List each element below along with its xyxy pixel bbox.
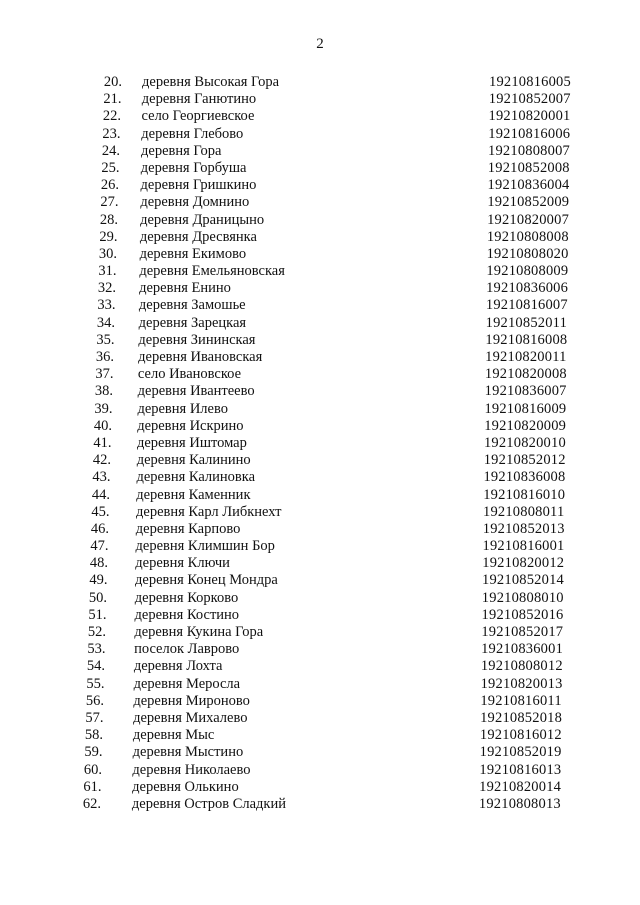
- settlement-code: 19210816001: [482, 538, 565, 555]
- settlement-name: деревня Калиновка: [136, 469, 256, 486]
- list-item: [0, 796, 640, 813]
- settlement-name: деревня Гришкино: [140, 177, 257, 194]
- settlement-code: 19210820007: [487, 211, 570, 228]
- list-item: [0, 246, 640, 263]
- settlement-name: деревня Николаево: [132, 761, 251, 778]
- settlement-list: [0, 74, 640, 813]
- item-number: 60.: [83, 761, 102, 778]
- settlement-name: деревня Илево: [137, 400, 228, 417]
- list-item: [0, 160, 640, 177]
- settlement-code: 19210836001: [481, 641, 564, 658]
- item-number: 25.: [101, 159, 120, 176]
- settlement-name: деревня Дресвянка: [139, 228, 257, 245]
- item-number: 38.: [94, 383, 113, 400]
- settlement-name: деревня Екимово: [139, 245, 247, 262]
- settlement-name: деревня Корково: [134, 589, 239, 606]
- list-item: [0, 126, 640, 143]
- list-item: [0, 779, 640, 796]
- list-item: [0, 366, 640, 383]
- item-number: 62.: [82, 795, 101, 812]
- list-item: [0, 727, 640, 744]
- settlement-name: деревня Глебово: [141, 125, 244, 142]
- settlement-name: деревня Михалево: [133, 709, 248, 726]
- item-number: 22.: [102, 108, 121, 125]
- list-item: [0, 349, 640, 366]
- settlement-code: 19210852012: [483, 452, 566, 469]
- item-number: 53.: [87, 641, 106, 658]
- item-number: 40.: [93, 417, 112, 434]
- settlement-name: деревня Ивантеево: [137, 383, 255, 400]
- settlement-name: деревня Искрино: [137, 417, 244, 434]
- settlement-code: 19210816009: [484, 400, 567, 417]
- item-number: 45.: [91, 503, 110, 520]
- settlement-code: 19210852017: [481, 624, 564, 640]
- settlement-name: деревня Гора: [141, 142, 222, 159]
- list-item: [0, 332, 640, 349]
- list-item: [0, 435, 640, 452]
- list-item: [0, 658, 640, 675]
- list-item: [0, 572, 640, 589]
- settlement-code: 19210852009: [487, 194, 570, 211]
- list-item: [0, 108, 640, 125]
- settlement-code: 19210852014: [482, 572, 564, 589]
- settlement-code: 19210852011: [485, 314, 568, 331]
- settlement-name: поселок Лаврово: [134, 641, 240, 658]
- item-number: 43.: [92, 469, 111, 486]
- settlement-name: деревня Емельяновская: [139, 263, 285, 280]
- settlement-code: 19210808008: [486, 228, 569, 245]
- list-item: [0, 469, 640, 486]
- settlement-code: 19210852013: [482, 520, 565, 537]
- item-number: 37.: [95, 366, 114, 383]
- item-number: 55.: [86, 675, 105, 692]
- list-item: [0, 624, 640, 641]
- settlement-code: 19210852007: [488, 91, 571, 108]
- list-item: [0, 452, 640, 469]
- settlement-code: 19210820014: [479, 778, 562, 795]
- settlement-name: деревня Мыс: [132, 727, 215, 744]
- settlement-name: деревня Мыстино: [132, 744, 244, 761]
- settlement-name: деревня Ганютино: [141, 91, 257, 108]
- settlement-code: 19210836006: [486, 280, 569, 297]
- list-item: [0, 487, 640, 504]
- settlement-code: 19210808011: [483, 503, 565, 520]
- settlement-name: деревня Зарецкая: [138, 314, 247, 331]
- item-number: 49.: [89, 572, 108, 589]
- settlement-code: 19210820008: [484, 366, 567, 383]
- list-item: [0, 280, 640, 297]
- list-item: [0, 177, 640, 194]
- settlement-name: деревня Драницыно: [140, 211, 265, 228]
- list-item: [0, 710, 640, 727]
- item-number: 29.: [99, 228, 118, 245]
- list-item: [0, 762, 640, 779]
- list-item: [0, 401, 640, 418]
- settlement-code: 19210808007: [488, 142, 570, 159]
- item-number: 51.: [88, 606, 107, 623]
- list-item: [0, 676, 640, 693]
- settlement-code: 19210836004: [487, 177, 570, 194]
- settlement-code: 19210836008: [483, 469, 566, 486]
- settlement-code: 19210808013: [478, 795, 561, 812]
- list-item: [0, 555, 640, 572]
- item-number: 57.: [85, 709, 104, 726]
- settlement-name: деревня Лохта: [133, 658, 223, 675]
- list-item: [0, 590, 640, 607]
- settlement-code: 19210852016: [481, 606, 564, 623]
- settlement-code: 19210816008: [485, 331, 568, 348]
- settlement-code: 19210816011: [480, 692, 562, 709]
- settlement-code: 19210816007: [485, 297, 568, 314]
- item-number: 20.: [103, 74, 122, 90]
- item-number: 41.: [93, 434, 112, 451]
- item-number: 36.: [95, 349, 114, 365]
- list-item: [0, 538, 640, 555]
- settlement-code: 19210820011: [485, 349, 567, 365]
- settlement-name: село Георгиевское: [141, 108, 255, 125]
- list-item: [0, 297, 640, 314]
- settlement-name: деревня Кукина Гора: [134, 624, 264, 640]
- item-number: 32.: [97, 280, 116, 297]
- settlement-name: деревня Олькино: [132, 778, 239, 795]
- item-number: 46.: [90, 520, 109, 537]
- item-number: 26.: [100, 177, 119, 194]
- item-number: 42.: [92, 452, 111, 469]
- item-number: 39.: [94, 400, 113, 417]
- item-number: 31.: [98, 263, 117, 280]
- settlement-code: 19210820009: [484, 417, 567, 434]
- settlement-code: 19210820001: [488, 108, 571, 125]
- settlement-name: деревня Горбуша: [140, 159, 247, 176]
- settlement-name: деревня Ивановская: [138, 349, 263, 365]
- item-number: 21.: [103, 91, 122, 108]
- list-item: [0, 91, 640, 108]
- settlement-code: 19210808012: [480, 658, 563, 675]
- settlement-name: деревня Меросла: [133, 675, 241, 692]
- list-item: [0, 74, 640, 91]
- settlement-code: 19210816010: [483, 486, 566, 503]
- settlement-name: деревня Иштомар: [136, 434, 247, 451]
- settlement-code: 19210820010: [483, 434, 566, 451]
- item-number: 35.: [96, 331, 115, 348]
- item-number: 59.: [84, 744, 103, 761]
- page-number: 2: [316, 36, 324, 52]
- settlement-code: 19210852019: [479, 744, 562, 761]
- item-number: 27.: [100, 194, 119, 211]
- settlement-name: деревня Карл Либкнехт: [136, 503, 282, 520]
- settlement-name: деревня Высокая Гора: [142, 74, 280, 90]
- list-item: [0, 143, 640, 160]
- settlement-name: деревня Мироново: [133, 692, 250, 709]
- list-item: [0, 607, 640, 624]
- settlement-code: 19210808010: [481, 589, 564, 606]
- list-item: [0, 315, 640, 332]
- settlement-code: 19210816005: [489, 74, 571, 90]
- item-number: 30.: [98, 245, 117, 262]
- item-number: 24.: [101, 142, 120, 159]
- item-number: 56.: [85, 692, 104, 709]
- settlement-code: 19210808009: [486, 263, 569, 280]
- list-item: [0, 263, 640, 280]
- settlement-name: деревня Замошье: [138, 297, 246, 314]
- settlement-code: 19210820012: [482, 555, 565, 572]
- item-number: 47.: [90, 538, 109, 555]
- settlement-code: 19210820013: [480, 675, 563, 692]
- settlement-code: 19210808020: [486, 245, 569, 262]
- settlement-name: деревня Карпово: [135, 520, 241, 537]
- item-number: 33.: [97, 297, 116, 314]
- list-item: [0, 521, 640, 538]
- settlement-code: 19210852008: [487, 159, 570, 176]
- item-number: 54.: [86, 658, 105, 675]
- list-item: [0, 693, 640, 710]
- settlement-name: деревня Остров Сладкий: [131, 795, 286, 812]
- item-number: 23.: [102, 125, 121, 142]
- list-item: [0, 229, 640, 246]
- item-number: 61.: [83, 778, 102, 795]
- settlement-name: деревня Костино: [134, 606, 240, 623]
- list-item: [0, 383, 640, 400]
- settlement-code: 19210852018: [480, 709, 563, 726]
- settlement-name: деревня Каменник: [136, 486, 251, 503]
- settlement-name: село Ивановское: [137, 366, 242, 383]
- item-number: 58.: [84, 727, 103, 744]
- settlement-name: деревня Калинино: [136, 452, 251, 469]
- settlement-code: 19210836007: [484, 383, 567, 400]
- settlement-name: деревня Ключи: [135, 555, 230, 572]
- item-number: 48.: [89, 555, 108, 572]
- list-item: [0, 418, 640, 435]
- item-number: 28.: [99, 211, 118, 228]
- item-number: 52.: [87, 624, 106, 640]
- settlement-name: деревня Конец Мондра: [135, 572, 278, 589]
- settlement-name: деревня Домнино: [140, 194, 250, 211]
- settlement-code: 19210816012: [479, 727, 562, 744]
- settlement-code: 19210816013: [479, 761, 562, 778]
- settlement-name: деревня Климшин Бор: [135, 538, 275, 555]
- item-number: 44.: [91, 486, 110, 503]
- settlement-code: 19210816006: [488, 125, 571, 142]
- list-item: [0, 212, 640, 229]
- list-item: [0, 641, 640, 658]
- list-item: [0, 194, 640, 211]
- settlement-name: деревня Зининская: [138, 331, 256, 348]
- list-item: [0, 504, 640, 521]
- list-item: [0, 744, 640, 761]
- item-number: 34.: [96, 314, 115, 331]
- settlement-name: деревня Енино: [139, 280, 231, 297]
- item-number: 50.: [88, 589, 107, 606]
